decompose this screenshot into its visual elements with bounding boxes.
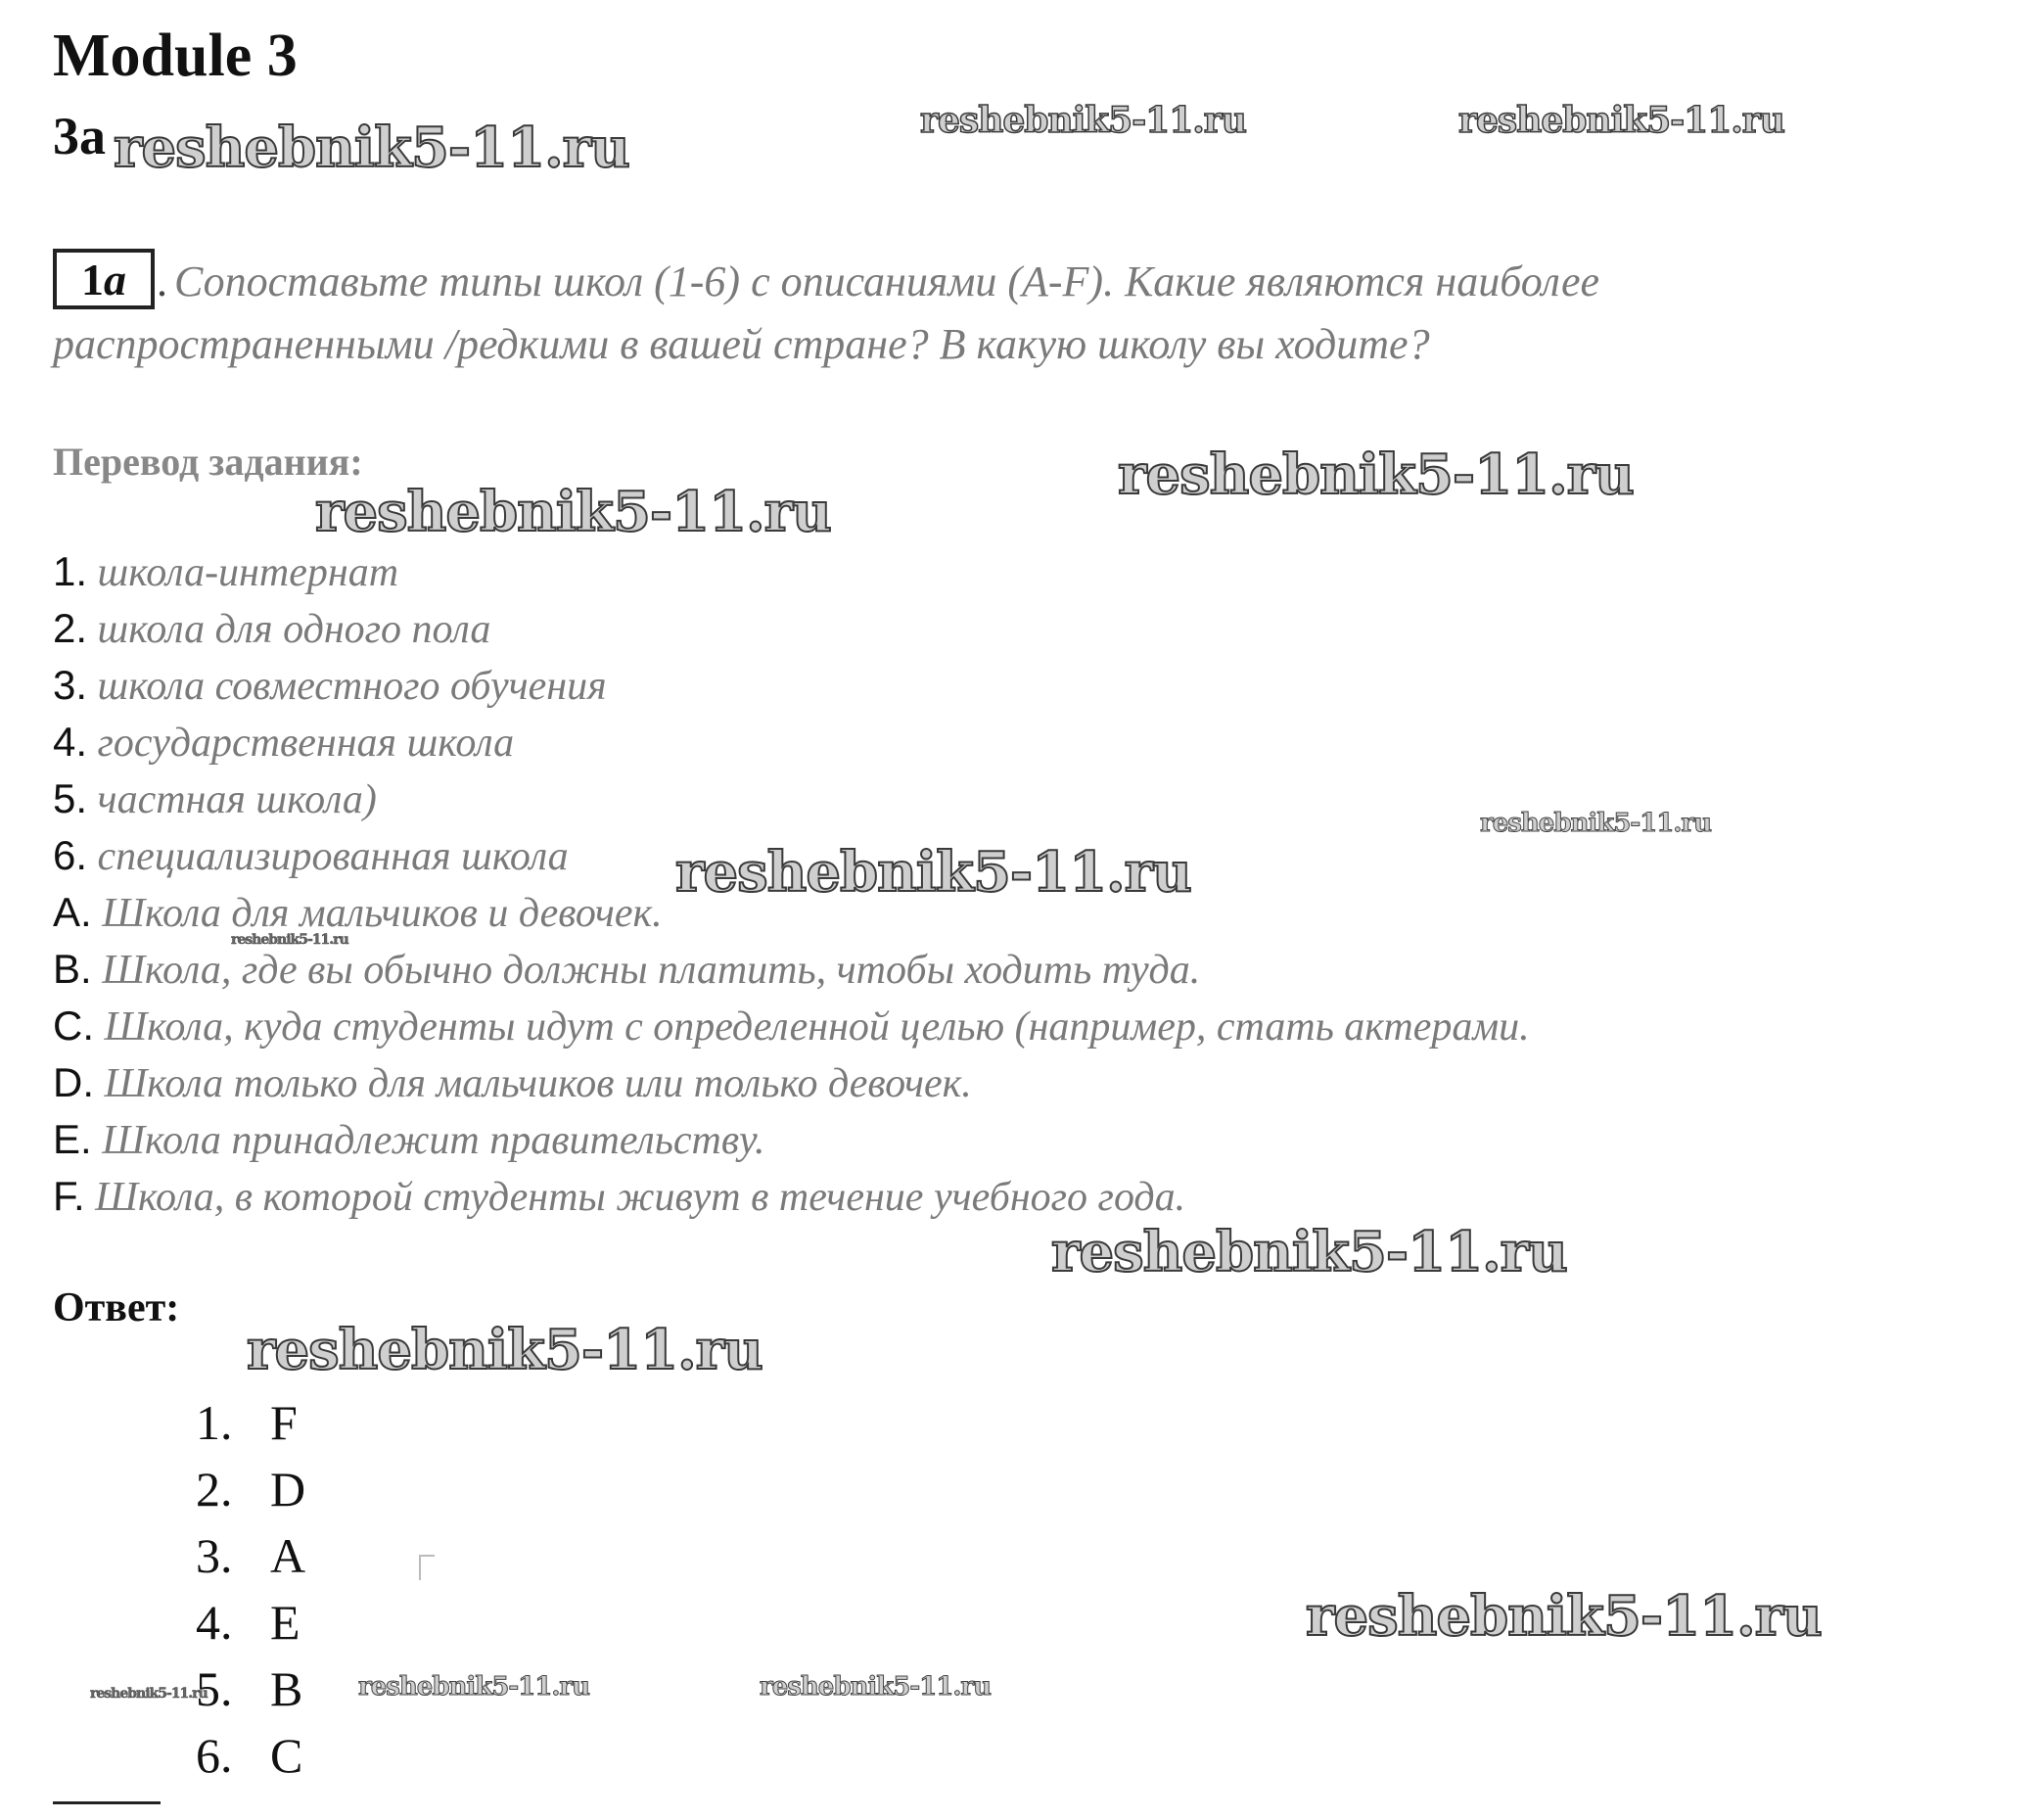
answer-letter: F xyxy=(270,1395,298,1450)
item-text: Школа принадлежит правительству. xyxy=(102,1118,765,1163)
answer-number: 2. xyxy=(196,1462,233,1517)
watermark: reshebnik5-11.ru xyxy=(1306,1584,1822,1649)
list-item xyxy=(53,662,1530,719)
item-marker: 6. xyxy=(53,832,88,878)
task-number-badge xyxy=(53,249,155,309)
item-text: государственная школа xyxy=(97,721,515,766)
watermark: reshebnik5-11.ru xyxy=(90,1686,208,1702)
answer-item xyxy=(196,1660,305,1727)
list-item xyxy=(53,605,1530,662)
list-item xyxy=(53,1116,1530,1173)
task-instruction-line-1: Сопоставьте типы школ (1-6) с описаниями (A-F). Какие являются наиболее xyxy=(174,257,1599,305)
answer-item xyxy=(196,1461,305,1527)
answer-item xyxy=(196,1527,305,1594)
translation-heading: Перевод задания: xyxy=(53,440,363,484)
watermark: reshebnik5-11.ru xyxy=(231,932,348,948)
watermark: reshebnik5-11.ru xyxy=(1118,443,1634,507)
item-text: частная школа) xyxy=(97,777,377,822)
item-marker: 1. xyxy=(53,548,88,594)
item-marker: D. xyxy=(53,1059,94,1105)
item-text: школа для одного пола xyxy=(97,607,491,652)
bottom-rule xyxy=(53,1801,161,1804)
item-marker: 5. xyxy=(53,775,88,821)
answer-number: 6. xyxy=(196,1728,233,1783)
task-badge-letter: a xyxy=(104,254,126,304)
answer-list xyxy=(196,1394,305,1794)
list-item xyxy=(53,946,1530,1003)
item-text: школа совместного обучения xyxy=(97,664,607,709)
module-title: Module 3 xyxy=(53,23,298,89)
answer-letter: E xyxy=(270,1595,300,1650)
answer-number: 4. xyxy=(196,1595,233,1650)
answer-number: 5. xyxy=(196,1661,233,1716)
answer-item xyxy=(196,1394,305,1461)
answer-letter: D xyxy=(270,1462,306,1517)
answer-letter: B xyxy=(270,1661,303,1716)
answer-item xyxy=(196,1727,305,1794)
lesson-label: 3a xyxy=(53,107,106,165)
task-badge-number: 1 xyxy=(81,254,104,304)
item-text: специализированная школа xyxy=(97,834,569,879)
task-instruction-line-2: распространенными /редкими в вашей стране? В какую школу вы ходите? xyxy=(53,320,1430,368)
item-marker: 3. xyxy=(53,662,88,708)
watermark: reshebnik5-11.ru xyxy=(920,100,1246,141)
item-text: Школа только для мальчиков или только девочек. xyxy=(104,1061,972,1106)
item-marker: 2. xyxy=(53,605,88,651)
list-item xyxy=(53,775,1530,832)
answer-item xyxy=(196,1594,305,1660)
list-item xyxy=(53,1003,1530,1059)
watermark: reshebnik5-11.ru xyxy=(1051,1220,1567,1284)
list-item xyxy=(53,548,1530,605)
item-marker: E. xyxy=(53,1116,92,1162)
watermark: reshebnik5-11.ru xyxy=(1480,809,1712,838)
item-text: Школа, куда студенты идут с определенной целью (например, стать актерами. xyxy=(104,1004,1530,1050)
watermark: reshebnik5-11.ru xyxy=(1458,100,1784,141)
item-text: школа-интернат xyxy=(97,550,399,595)
watermark: reshebnik5-11.ru xyxy=(114,116,629,180)
answer-number: 3. xyxy=(196,1528,233,1583)
answer-letter: A xyxy=(270,1528,306,1583)
answer-letter: C xyxy=(270,1728,303,1783)
item-text: Школа, в которой студенты живут в течение учебного года. xyxy=(95,1175,1186,1220)
task-badge-dot: . xyxy=(157,257,167,305)
watermark: reshebnik5-11.ru xyxy=(760,1672,992,1702)
item-marker: 4. xyxy=(53,719,88,765)
watermark: reshebnik5-11.ru xyxy=(675,840,1191,905)
corner-mark xyxy=(419,1555,435,1580)
item-text: Школа, где вы обычно должны платить, чтобы ходить туда. xyxy=(102,948,1201,993)
item-marker: A. xyxy=(53,889,92,935)
item-text: Школа для мальчиков и девочек. xyxy=(102,891,663,936)
item-marker: C. xyxy=(53,1003,94,1049)
item-marker: F. xyxy=(53,1173,85,1219)
watermark: reshebnik5-11.ru xyxy=(315,480,831,544)
answer-heading: Ответ: xyxy=(53,1285,180,1330)
item-marker: B. xyxy=(53,946,92,992)
list-item xyxy=(53,1059,1530,1116)
answer-number: 1. xyxy=(196,1395,233,1450)
watermark: reshebnik5-11.ru xyxy=(358,1672,590,1702)
list-item xyxy=(53,719,1530,775)
watermark: reshebnik5-11.ru xyxy=(247,1318,762,1382)
